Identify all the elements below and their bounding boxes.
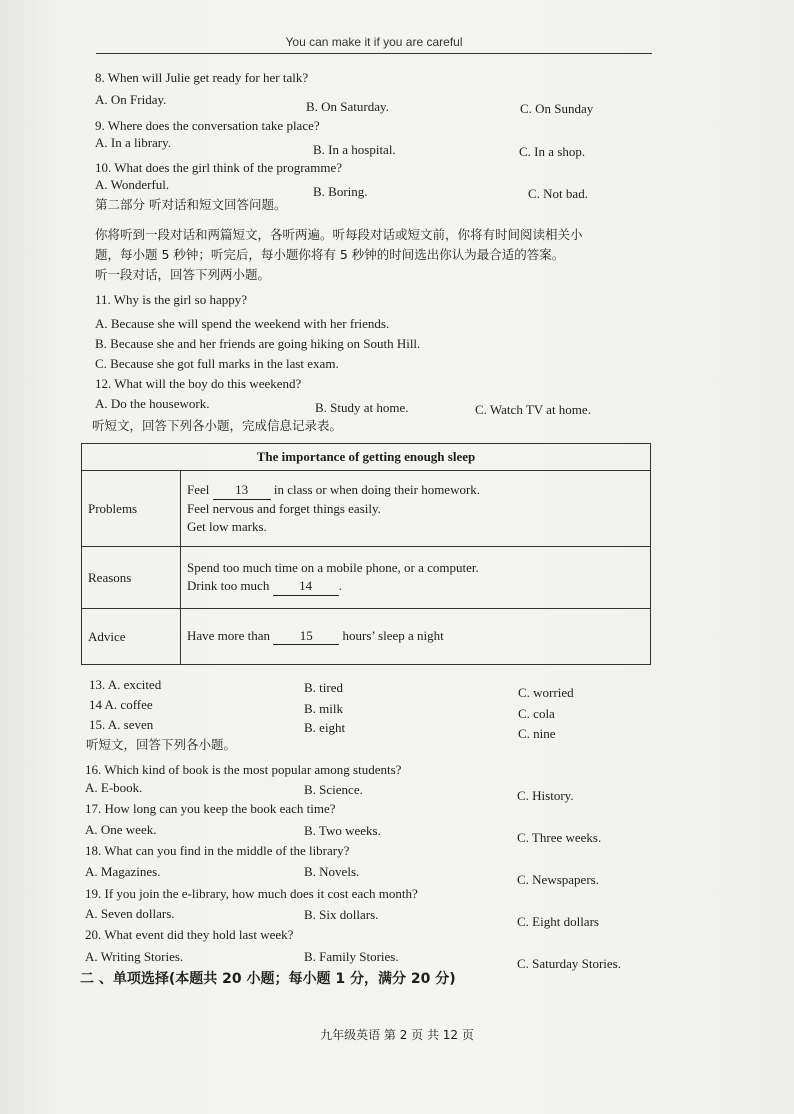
blank-14: 14 (273, 577, 339, 596)
reasons-label: Reasons (82, 547, 181, 609)
advice-label: Advice (82, 609, 181, 665)
q19-option-c: C. Eight dollars (517, 914, 599, 929)
q18-stem: 18. What can you find in the middle of the library? (85, 843, 350, 858)
q20-stem: 20. What event did they hold last week? (85, 927, 294, 942)
reason-1: Spend too much time on a mobile phone, or a computer. (187, 560, 479, 575)
header-rule (96, 53, 652, 54)
q13-option-b: B. tired (304, 680, 343, 695)
q18-option-a: A. Magazines. (85, 864, 161, 879)
a1-suffix: hours’ sleep a night (342, 628, 444, 643)
q18-option-c: C. Newspapers. (517, 872, 599, 887)
problems-cell (181, 471, 651, 547)
q15-option-b: B. eight (304, 720, 346, 735)
part2-instruction-2: 题，每小题 5 秒钟；听完后，每小题你将有 5 秒钟的时间选出你认为最合适的答案。 (95, 247, 565, 262)
part2-instruction-1: 你将听到一段对话和两篇短文，各听两遍。听每段对话或短文前，你将有时间阅读相关小 (95, 227, 583, 242)
q10-stem: 10. What does the girl think of the programme? (95, 160, 343, 175)
problem-3: Get low marks. (187, 519, 267, 534)
q11-option-c: C. Because she got full marks in the last exam. (95, 356, 339, 371)
page-header: You can make it if you are careful (285, 35, 463, 49)
q9-option-a: A. In a library. (95, 135, 172, 150)
advice-cell (181, 609, 651, 665)
part2-title: 第二部分 听对话和短文回答问题。 (95, 197, 287, 212)
q20-option-c: C. Saturday Stories. (517, 956, 621, 971)
passage1-instruction: 听短文，回答下列各小题，完成信息记录表。 (92, 418, 343, 433)
q8-option-a: A. On Friday. (95, 92, 167, 107)
q9-option-c: C. In a shop. (519, 144, 586, 159)
q10-option-b: B. Boring. (313, 184, 368, 199)
q9-stem: 9. Where does the conversation take place? (95, 118, 320, 133)
q8-option-c: C. On Sunday (520, 101, 594, 116)
q16-option-c: C. History. (517, 788, 574, 803)
q17-option-c: C. Three weeks. (517, 830, 602, 845)
q13-option-c: C. worried (518, 685, 574, 700)
problem-2: Feel nervous and forget things easily. (187, 501, 381, 516)
q8-option-b: B. On Saturday. (306, 99, 389, 114)
q17-stem: 17. How long can you keep the book each time? (85, 801, 336, 816)
q12-option-c: C. Watch TV at home. (475, 402, 591, 417)
p1-prefix: Feel (187, 482, 210, 497)
q17-option-b: B. Two weeks. (304, 823, 381, 838)
info-record-table (81, 443, 651, 665)
q8-stem: 8. When will Julie get ready for her talk? (95, 70, 309, 85)
reasons-cell (181, 547, 651, 609)
q17-option-a: A. One week. (85, 822, 157, 837)
q10-option-a: A. Wonderful. (95, 177, 170, 192)
blank-15: 15 (273, 628, 339, 645)
q12-option-a: A. Do the housework. (95, 396, 210, 411)
q19-stem: 19. If you join the e-library, how much does it cost each month? (85, 886, 418, 901)
q20-option-a: A. Writing Stories. (85, 949, 184, 964)
q11-option-b: B. Because she and her friends are going hiking on South Hill. (95, 336, 421, 351)
q15-option-c: C. nine (518, 726, 556, 741)
q10-option-c: C. Not bad. (528, 186, 588, 201)
q15-option-a: 15. A. seven (89, 717, 154, 732)
problems-label: Problems (82, 471, 181, 547)
table-title: The importance of getting enough sleep (82, 444, 651, 471)
q12-stem: 12. What will the boy do this weekend? (95, 376, 302, 391)
q16-stem: 16. Which kind of book is the most popular among students? (85, 762, 402, 777)
q13-option-a: 13. A. excited (89, 677, 162, 692)
q12-option-b: B. Study at home. (315, 400, 409, 415)
q16-option-a: A. E-book. (85, 780, 143, 795)
q20-option-b: B. Family Stories. (304, 949, 399, 964)
q16-option-b: B. Science. (304, 782, 363, 797)
q14-option-b: B. milk (304, 701, 344, 716)
q11-stem: 11. Why is the girl so happy? (95, 292, 248, 307)
q11-option-a: A. Because she will spend the weekend with her friends. (95, 316, 390, 331)
q19-option-a: A. Seven dollars. (85, 906, 175, 921)
section-2-heading: 二 、单项选择(本题共 20 小题；每小题 1 分，满分 20 分) (80, 971, 456, 987)
q14-option-a: 14 A. coffee (89, 697, 153, 712)
q9-option-b: B. In a hospital. (313, 142, 396, 157)
blank-13: 13 (213, 481, 271, 500)
page-footer: 九年级英语 第 2 页 共 12 页 (320, 1028, 474, 1042)
r2-prefix: Drink too much (187, 578, 270, 593)
dialog-instruction: 听一段对话，回答下列两小题。 (95, 267, 271, 282)
q19-option-b: B. Six dollars. (304, 907, 379, 922)
p1-suffix: in class or when doing their homework. (273, 482, 481, 497)
q18-option-b: B. Novels. (304, 864, 360, 879)
q14-option-c: C. cola (518, 706, 555, 721)
passage2-instruction: 听短文，回答下列各小题。 (86, 737, 237, 752)
a1-prefix: Have more than (187, 628, 271, 643)
r2-suffix: . (338, 578, 342, 593)
